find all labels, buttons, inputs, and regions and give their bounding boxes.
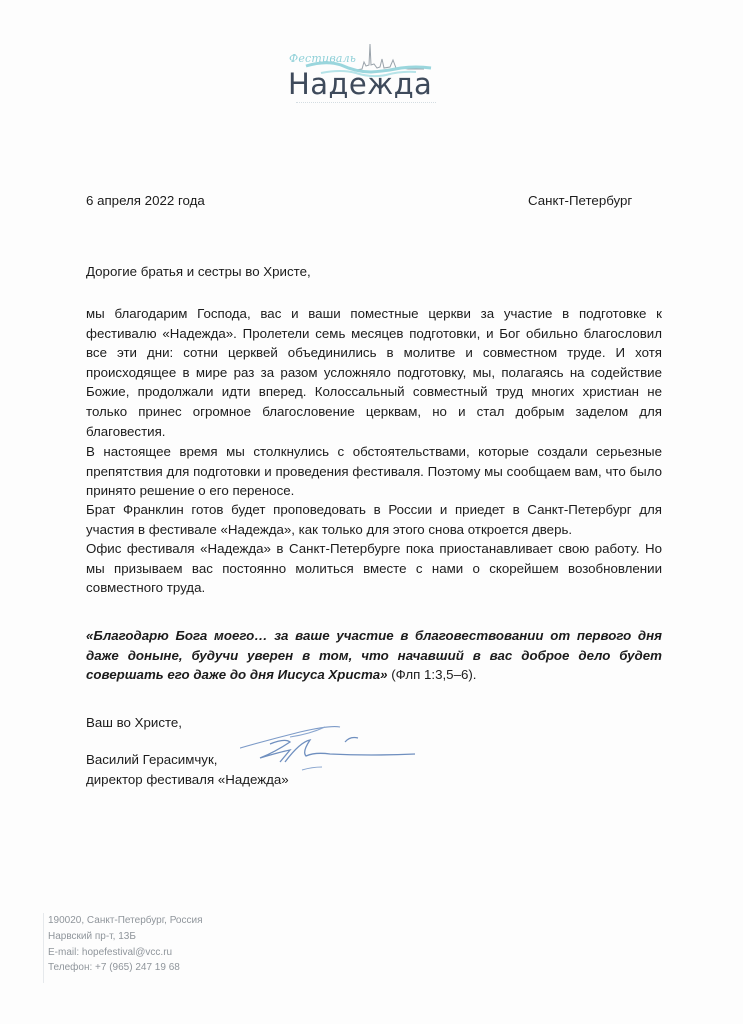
letter-closing: Ваш во Христе, [86,715,182,730]
footer-contact-block [43,913,202,983]
letter-greeting: Дорогие братья и сестры во Христе, [86,264,311,279]
quote-text: «Благодарю Бога моего… за ваше участие в благовествовании от первого дня даже доныне, будучи уверен в том, что начавший в вас доброе дело будет совершать его даже до дня Иисуса Христа» [86,628,662,683]
logo-tagline-line [296,102,436,104]
logo-title: Надежда [288,67,433,101]
footer-address-line2: Нарвский пр-т, 13Б [48,930,136,942]
letter-city: Санкт-Петербург [528,193,633,208]
paragraph-1: мы благодарим Господа, вас и ваши поместные церкви за участие в подготовке к фестивалю «Надежда». Пролетели семь месяцев подготовки, и Бог обильно благословил все эти дни: сотни церквей объединились в молитве и совместном труде. И хотя происходящее в мире раз за разом усложняло подготовку, мы, полагаясь на содействие Божие, продолжали идти вперед. Колоссальный совместный труд многих христиан не только принес огромное благословение церквам, но и стал добрым заделом для благовестия. [86,306,662,439]
festival-logo [286,38,446,108]
signer-role: директор фестиваля «Надежда» [86,772,289,787]
scripture-quote [86,626,662,685]
footer-email: E-mail: hopefestival@vcc.ru [48,946,173,958]
paragraph-4: Офис фестиваля «Надежда» в Санкт-Петербурге пока приостанавливает свою работу. Но мы призываем вас постоянно молиться вместе с нами о скорейшем возобновлении совместного труда. [86,541,662,596]
quote-reference: (Флп 1:3,5–6). [387,667,477,683]
signer-name: Василий Герасимчук, [86,752,218,767]
letter-date: 6 апреля 2022 года [86,193,205,208]
paragraph-3: Брат Франклин готов будет проповедовать в России и приедет в Санкт-Петербург для участия в фестивале «Надежда», как только для этого снова откроется дверь. [86,502,662,537]
footer-address-line1: 190020, Санкт-Петербург, Россия [48,915,203,926]
paragraph-2: В настоящее время мы столкнулись с обстоятельствами, которые создали серьезные препятствия для подготовки и проведения фестиваля. Поэтому мы сообщаем вам, что было принято решение о его переносе. [86,444,662,499]
logo-script-text: Фестиваль [289,52,357,65]
footer-phone: Телефон: +7 (965) 247 19 68 [48,962,180,974]
handwritten-signature-icon [240,712,430,782]
